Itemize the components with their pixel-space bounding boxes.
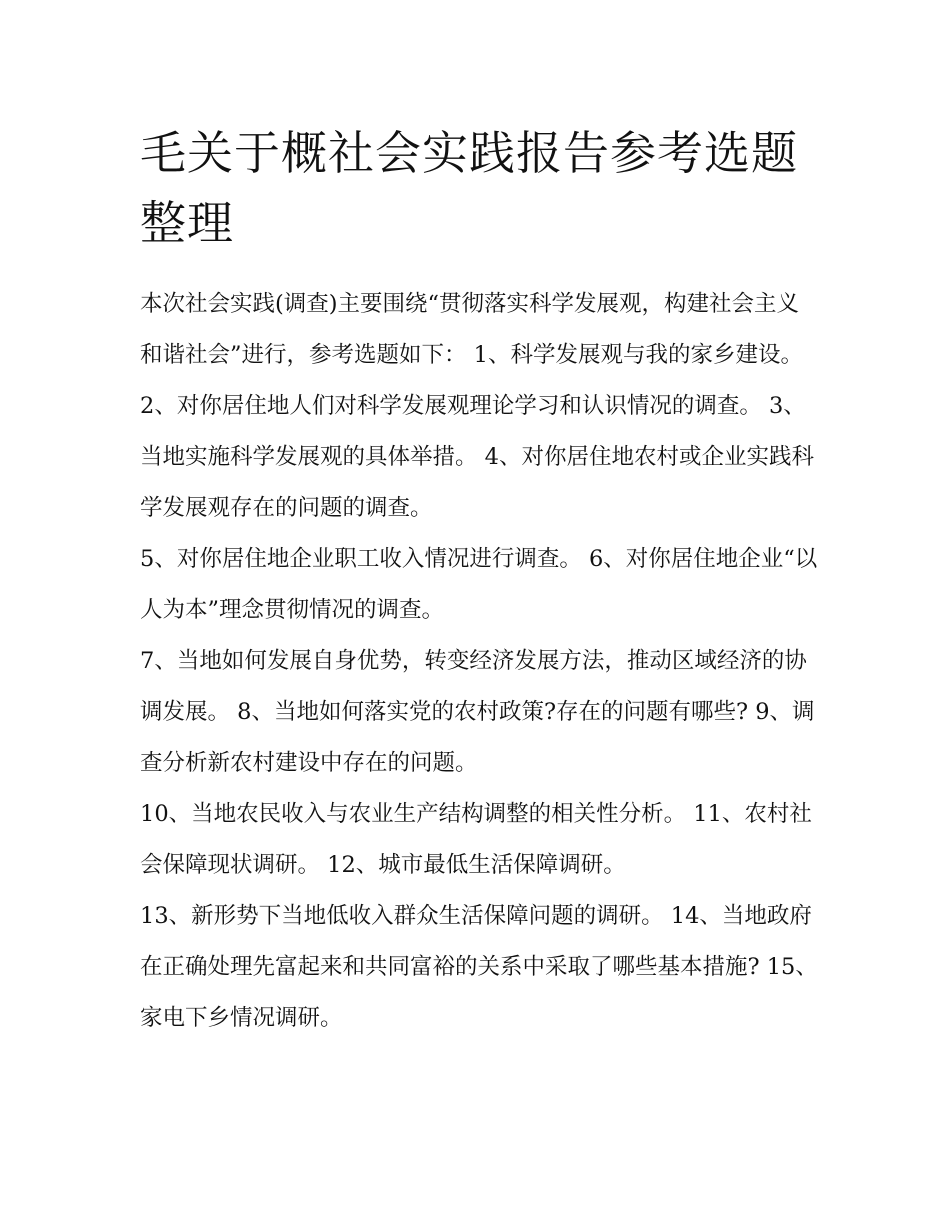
paragraph: 10、当地农民收入与农业生产结构调整的相关性分析。 11、农村社会保障现状调研。 12、城市最低生活保障调研。: [140, 801, 812, 878]
paragraph: 5、对你居住地企业职工收入情况进行调查。 6、对你居住地企业“以人为本”理念贯彻情况的调查。: [140, 546, 818, 623]
paragraph: 7、当地如何发展自身优势，转变经济发展方法，推动区域经济的协调发展。 8、当地如何落实党的农村政策?存在的问题有哪些? 9、调查分析新农村建设中存在的问题。: [140, 648, 815, 776]
paragraph: 2、对你居住地人们对科学发展观理论学习和认识情况的调查。 3、当地实施科学发展观的具体举措。 4、对你居住地农村或企业实践科学发展观存在的问题的调查。: [140, 393, 814, 521]
paragraph-intro: 本次社会实践(调查)主要围绕“贯彻落实科学发展观，构建社会主义和谐社会”进行，参考选题如下： 1、科学发展观与我的家乡建设。: [140, 291, 803, 368]
document-title: 毛关于概社会实践报告参考选题整理: [140, 126, 798, 250]
document-body: [140, 279, 820, 1044]
paragraph: 13、新形势下当地低收入群众生活保障问题的调研。 14、当地政府在正确处理先富起来和共同富裕的关系中采取了哪些基本措施? 15、家电下乡情况调研。: [140, 903, 818, 1031]
